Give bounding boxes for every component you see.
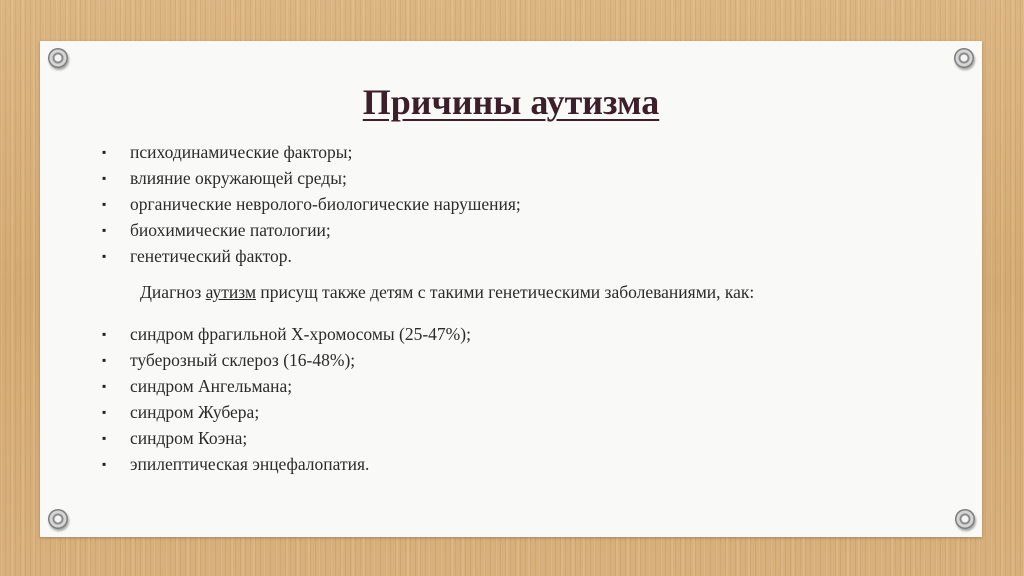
- list-item: [102, 347, 471, 373]
- list-item: [102, 399, 471, 425]
- list-item: [102, 139, 521, 165]
- bullet-icon: ▪: [102, 327, 107, 341]
- bullet-icon: ▪: [102, 171, 107, 185]
- list-item-text: органические неврологo-биологические нарушения;: [130, 194, 521, 214]
- list-item: [102, 373, 471, 399]
- bullet-icon: ▪: [102, 223, 107, 237]
- list-item: [102, 191, 521, 217]
- list-item-text: биохимические патологии;: [130, 220, 331, 240]
- list-item-text: эпилептическая энцефалопатия.: [130, 454, 370, 474]
- bullet-icon: ▪: [102, 249, 107, 263]
- bullet-icon: ▪: [102, 197, 107, 211]
- list-item: [102, 165, 521, 191]
- bullet-icon: ▪: [102, 353, 107, 367]
- lead-text-after: присущ также детям с такими генетическими заболеваниями, как:: [256, 282, 755, 302]
- slide-card: [40, 41, 982, 537]
- lead-text-before: Диагноз: [140, 282, 206, 302]
- list-item: [102, 321, 471, 347]
- list-item-text: синдром фрагильной Х-хромосомы (25-47%);: [130, 324, 471, 344]
- pushpin-icon: [48, 48, 68, 68]
- list-item: [102, 217, 521, 243]
- list-item-text: влияние окружающей среды;: [130, 168, 347, 188]
- pushpin-icon: [954, 48, 974, 68]
- bullet-icon: ▪: [102, 379, 107, 393]
- list-item: [102, 451, 471, 477]
- diseases-list: [102, 321, 471, 477]
- bullet-icon: ▪: [102, 145, 107, 159]
- pushpin-icon: [48, 509, 68, 529]
- list-item-text: генетический фактор.: [130, 246, 292, 266]
- bullet-icon: ▪: [102, 405, 107, 419]
- bullet-icon: ▪: [102, 431, 107, 445]
- causes-list: [102, 139, 521, 269]
- bullet-icon: ▪: [102, 457, 107, 471]
- pushpin-icon: [955, 509, 975, 529]
- list-item-text: психодинамические факторы;: [130, 142, 353, 162]
- list-item-text: синдром Жубера;: [130, 402, 260, 422]
- list-item-text: туберозный склероз (16-48%);: [130, 350, 356, 370]
- lead-paragraph: [140, 282, 754, 303]
- list-item: [102, 243, 521, 269]
- slide-title: Причины аутизма: [362, 82, 660, 122]
- list-item-text: синдром Ангельмана;: [130, 376, 293, 396]
- list-item-text: синдром Коэна;: [130, 428, 248, 448]
- lead-link-autism[interactable]: аутизм: [205, 282, 257, 302]
- list-item: [102, 425, 471, 451]
